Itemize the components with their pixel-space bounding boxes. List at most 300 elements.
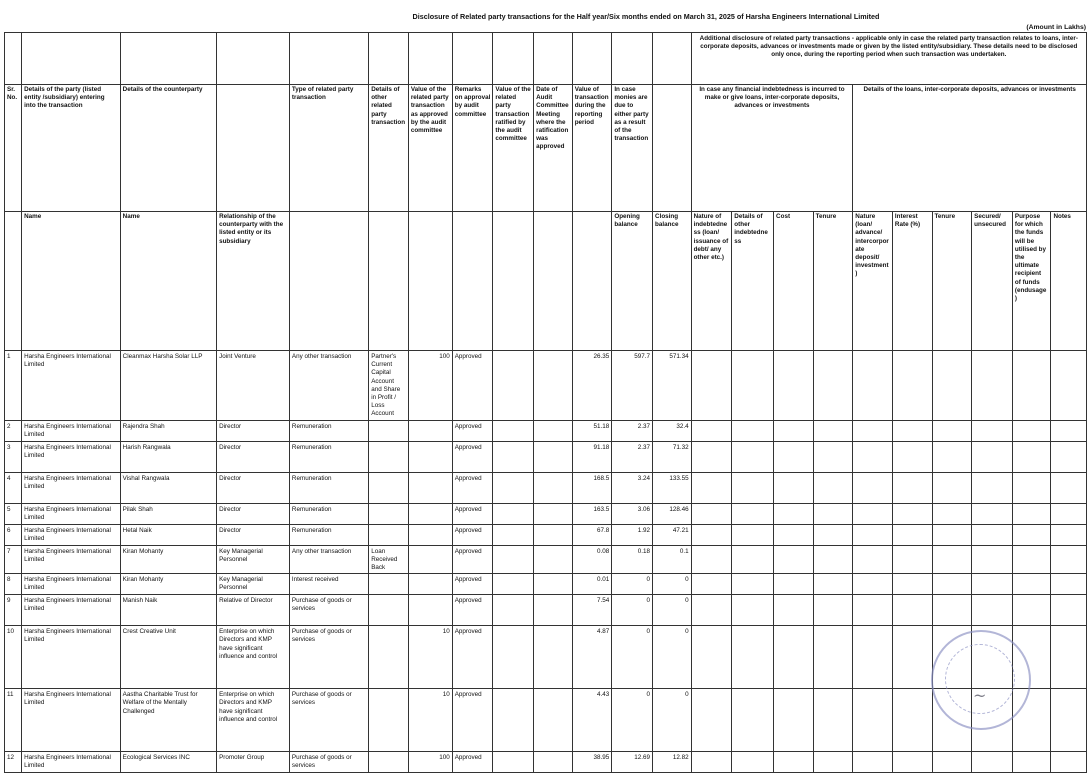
row-counterparty: Rajendra Shah xyxy=(120,420,216,441)
row-details xyxy=(369,420,409,441)
row-value-reporting: 4.43 xyxy=(572,689,612,752)
row-empty-cell xyxy=(774,351,814,421)
row-empty-cell xyxy=(1051,503,1087,524)
row-empty-cell xyxy=(892,574,932,595)
header-closing: Closing balance xyxy=(653,212,692,351)
row-empty-cell xyxy=(732,545,774,574)
row-value-ratified xyxy=(493,420,534,441)
row-sr: 8 xyxy=(5,574,22,595)
header-sr: Sr. No. xyxy=(5,85,22,212)
row-closing: 133.55 xyxy=(653,472,692,503)
row-closing: 128.46 xyxy=(653,503,692,524)
row-date-meeting xyxy=(534,351,573,421)
row-counterparty: Harish Rangwala xyxy=(120,441,216,472)
row-type: Remuneration xyxy=(289,503,368,524)
row-value-reporting: 91.18 xyxy=(572,441,612,472)
header-nature-indebtedness: Nature of indebtedness (loan/ issuance of debt/ any other etc.) xyxy=(691,212,732,351)
row-type: Purchase of goods or services xyxy=(289,626,368,689)
row-value-approved: 10 xyxy=(408,626,452,689)
row-value-ratified xyxy=(493,595,534,626)
row-details xyxy=(369,524,409,545)
row-empty-cell xyxy=(892,545,932,574)
row-date-meeting xyxy=(534,595,573,626)
row-value-ratified xyxy=(493,524,534,545)
row-sr: 11 xyxy=(5,689,22,752)
table-row xyxy=(5,595,1087,626)
row-empty-cell xyxy=(1051,351,1087,421)
row-empty-cell xyxy=(972,503,1013,524)
row-value-reporting: 168.5 xyxy=(572,472,612,503)
row-empty-cell xyxy=(892,524,932,545)
row-value-reporting: 4.87 xyxy=(572,626,612,689)
row-empty-cell xyxy=(813,545,853,574)
row-details: Loan Received Back xyxy=(369,545,409,574)
row-remarks: Approved xyxy=(452,752,493,773)
row-closing: 571.34 xyxy=(653,351,692,421)
row-opening: 2.37 xyxy=(612,441,653,472)
row-empty-cell xyxy=(732,472,774,503)
row-date-meeting xyxy=(534,472,573,503)
row-value-ratified xyxy=(493,441,534,472)
row-party: Harsha Engineers International Limited xyxy=(22,503,121,524)
row-empty-cell xyxy=(813,441,853,472)
row-empty-cell xyxy=(892,689,932,752)
row-type: Remuneration xyxy=(289,420,368,441)
row-remarks: Approved xyxy=(452,503,493,524)
row-sr: 5 xyxy=(5,503,22,524)
row-value-approved xyxy=(408,503,452,524)
header-name-counterparty: Name xyxy=(120,212,216,351)
row-details xyxy=(369,574,409,595)
row-remarks: Approved xyxy=(452,441,493,472)
row-value-reporting: 7.54 xyxy=(572,595,612,626)
row-remarks: Approved xyxy=(452,351,493,421)
row-empty-cell xyxy=(932,524,972,545)
row-empty-cell xyxy=(853,503,893,524)
row-empty-cell xyxy=(972,351,1013,421)
row-party: Harsha Engineers International Limited xyxy=(22,472,121,503)
row-date-meeting xyxy=(534,420,573,441)
row-sr: 9 xyxy=(5,595,22,626)
row-relationship: Promoter Group xyxy=(217,752,290,773)
row-empty-cell xyxy=(892,626,932,689)
row-details xyxy=(369,689,409,752)
row-value-approved: 10 xyxy=(408,689,452,752)
row-opening: 2.37 xyxy=(612,420,653,441)
header-details-other: Details of other indebtedness xyxy=(732,212,774,351)
row-empty-cell xyxy=(972,524,1013,545)
row-empty-cell xyxy=(732,524,774,545)
header-relationship: Relationship of the counterparty with the listed entity or its subsidiary xyxy=(217,212,290,351)
row-closing: 0 xyxy=(653,574,692,595)
row-closing: 12.82 xyxy=(653,752,692,773)
row-empty-cell xyxy=(813,574,853,595)
row-empty-cell xyxy=(932,472,972,503)
row-empty-cell xyxy=(972,574,1013,595)
row-counterparty: Manish Naik xyxy=(120,595,216,626)
row-relationship: Key Managerial Personnel xyxy=(217,574,290,595)
row-remarks: Approved xyxy=(452,626,493,689)
table-row xyxy=(5,420,1087,441)
row-relationship: Director xyxy=(217,524,290,545)
row-empty-cell xyxy=(853,545,893,574)
row-closing: 47.21 xyxy=(653,524,692,545)
row-value-ratified xyxy=(493,545,534,574)
header-date-meeting: Date of Audit Committee Meeting where the ratification was approved xyxy=(534,85,573,212)
row-party: Harsha Engineers International Limited xyxy=(22,441,121,472)
row-empty-cell xyxy=(1051,595,1087,626)
row-details xyxy=(369,595,409,626)
row-empty-cell xyxy=(853,441,893,472)
row-party: Harsha Engineers International Limited xyxy=(22,752,121,773)
row-value-approved xyxy=(408,420,452,441)
row-value-ratified xyxy=(493,351,534,421)
row-empty-cell xyxy=(774,626,814,689)
row-empty-cell xyxy=(853,689,893,752)
row-counterparty: Pilak Shah xyxy=(120,503,216,524)
row-opening: 0 xyxy=(612,689,653,752)
header-counterparty: Details of the counterparty xyxy=(120,85,216,212)
header-tenure-2: Tenure xyxy=(932,212,972,351)
header-interest: Interest Rate (%) xyxy=(892,212,932,351)
row-type: Purchase of goods or services xyxy=(289,689,368,752)
row-party: Harsha Engineers International Limited xyxy=(22,626,121,689)
row-empty-cell xyxy=(813,689,853,752)
row-empty-cell xyxy=(691,524,732,545)
row-remarks: Approved xyxy=(452,420,493,441)
row-empty-cell xyxy=(1051,574,1087,595)
row-empty-cell xyxy=(1012,574,1051,595)
table-body xyxy=(5,351,1087,773)
header-notes: Notes xyxy=(1051,212,1087,351)
row-relationship: Relative of Director xyxy=(217,595,290,626)
row-opening: 597.7 xyxy=(612,351,653,421)
row-value-approved xyxy=(408,545,452,574)
row-empty-cell xyxy=(813,595,853,626)
row-empty-cell xyxy=(691,689,732,752)
row-opening: 3.24 xyxy=(612,472,653,503)
row-empty-cell xyxy=(932,503,972,524)
row-empty-cell xyxy=(1051,689,1087,752)
row-empty-cell xyxy=(1051,626,1087,689)
row-counterparty: Kiran Mohanty xyxy=(120,574,216,595)
company-seal xyxy=(931,630,1031,730)
row-sr: 6 xyxy=(5,524,22,545)
header-value-approved: Value of the related party transaction as approved by the audit committee xyxy=(408,85,452,212)
row-counterparty: Hetal Naik xyxy=(120,524,216,545)
row-value-approved: 100 xyxy=(408,752,452,773)
row-empty-cell xyxy=(691,441,732,472)
row-value-ratified xyxy=(493,503,534,524)
row-empty-cell xyxy=(732,689,774,752)
row-remarks: Approved xyxy=(452,524,493,545)
header-row-main xyxy=(5,85,1087,212)
row-empty-cell xyxy=(732,351,774,421)
header-purpose: Purpose for which the funds will be utilised by the ultimate recipient of funds (endusage) xyxy=(1012,212,1051,351)
row-empty-cell xyxy=(1012,420,1051,441)
row-details xyxy=(369,472,409,503)
row-opening: 0 xyxy=(612,595,653,626)
row-empty-cell xyxy=(774,472,814,503)
row-counterparty: Kiran Mohanty xyxy=(120,545,216,574)
row-value-ratified xyxy=(493,574,534,595)
row-remarks: Approved xyxy=(452,472,493,503)
table-row xyxy=(5,689,1087,752)
row-empty-cell xyxy=(853,574,893,595)
row-empty-cell xyxy=(932,351,972,421)
amount-unit-note: (Amount in Lakhs) xyxy=(1026,24,1086,31)
row-empty-cell xyxy=(1012,545,1051,574)
row-empty-cell xyxy=(853,420,893,441)
row-empty-cell xyxy=(691,420,732,441)
header-name: Name xyxy=(22,212,121,351)
row-counterparty: Aastha Charitable Trust for Welfare of the Mentally Challenged xyxy=(120,689,216,752)
row-party: Harsha Engineers International Limited xyxy=(22,574,121,595)
row-remarks: Approved xyxy=(452,689,493,752)
row-value-ratified xyxy=(493,626,534,689)
row-empty-cell xyxy=(691,472,732,503)
row-empty-cell xyxy=(813,524,853,545)
row-empty-cell xyxy=(774,420,814,441)
row-empty-cell xyxy=(774,689,814,752)
row-counterparty: Crest Creative Unit xyxy=(120,626,216,689)
row-empty-cell xyxy=(1012,351,1051,421)
row-opening: 1.92 xyxy=(612,524,653,545)
row-value-reporting: 67.8 xyxy=(572,524,612,545)
header-type: Type of related party transaction xyxy=(289,85,368,212)
row-type: Interest received xyxy=(289,574,368,595)
row-empty-cell xyxy=(853,472,893,503)
row-empty-cell xyxy=(892,472,932,503)
header-monies-due: In case monies are due to either party as a result of the transaction xyxy=(612,85,653,212)
row-party: Harsha Engineers International Limited xyxy=(22,420,121,441)
row-empty-cell xyxy=(853,626,893,689)
row-sr: 7 xyxy=(5,545,22,574)
row-closing: 0 xyxy=(653,626,692,689)
row-counterparty: Vishal Rangwala xyxy=(120,472,216,503)
row-sr: 3 xyxy=(5,441,22,472)
row-empty-cell xyxy=(1012,472,1051,503)
row-party: Harsha Engineers International Limited xyxy=(22,351,121,421)
row-value-reporting: 26.35 xyxy=(572,351,612,421)
row-opening: 0 xyxy=(612,574,653,595)
row-type: Purchase of goods or services xyxy=(289,752,368,773)
row-empty-cell xyxy=(972,472,1013,503)
table-row xyxy=(5,351,1087,421)
row-remarks: Approved xyxy=(452,574,493,595)
row-empty-cell xyxy=(774,574,814,595)
header-indebtedness: In case any financial indebtedness is incurred to make or give loans, inter-corporate deposits, advances or investments xyxy=(691,85,853,212)
row-empty-cell xyxy=(1012,595,1051,626)
table-row xyxy=(5,472,1087,503)
row-value-reporting: 51.18 xyxy=(572,420,612,441)
row-empty-cell xyxy=(813,472,853,503)
row-party: Harsha Engineers International Limited xyxy=(22,524,121,545)
row-empty-cell xyxy=(972,595,1013,626)
header-value-reporting: Value of transaction during the reporting period xyxy=(572,85,612,212)
header-value-ratified: Value of the related party transaction ratified by the audit committee xyxy=(493,85,534,212)
table-row xyxy=(5,441,1087,472)
row-relationship: Enterprise on which Directors and KMP have significant influence and control xyxy=(217,689,290,752)
row-empty-cell xyxy=(1051,420,1087,441)
row-opening: 3.06 xyxy=(612,503,653,524)
row-empty-cell xyxy=(932,441,972,472)
row-empty-cell xyxy=(691,545,732,574)
row-value-approved xyxy=(408,595,452,626)
header-other-details: Details of other related party transaction xyxy=(369,85,409,212)
header-cost: Cost xyxy=(774,212,814,351)
row-empty-cell xyxy=(972,441,1013,472)
row-date-meeting xyxy=(534,574,573,595)
row-party: Harsha Engineers International Limited xyxy=(22,595,121,626)
row-opening: 0 xyxy=(612,626,653,689)
row-empty-cell xyxy=(1051,524,1087,545)
row-value-ratified xyxy=(493,689,534,752)
row-value-approved: 100 xyxy=(408,351,452,421)
row-empty-cell xyxy=(732,420,774,441)
row-relationship: Director xyxy=(217,441,290,472)
header-nature-loan: Nature (loan/ advance/ intercorporate deposit/ investment) xyxy=(853,212,893,351)
row-empty-cell xyxy=(892,441,932,472)
row-sr: 4 xyxy=(5,472,22,503)
table-row xyxy=(5,545,1087,574)
related-party-table xyxy=(4,32,1087,773)
header-party: Details of the party (listed entity /subsidiary) entering into the transaction xyxy=(22,85,121,212)
row-value-reporting: 163.5 xyxy=(572,503,612,524)
row-empty-cell xyxy=(813,420,853,441)
row-empty-cell xyxy=(732,626,774,689)
row-sr: 2 xyxy=(5,420,22,441)
row-empty-cell xyxy=(853,595,893,626)
row-date-meeting xyxy=(534,545,573,574)
row-type: Any other transaction xyxy=(289,351,368,421)
row-closing: 71.32 xyxy=(653,441,692,472)
row-empty-cell xyxy=(932,545,972,574)
row-details: Partner's Current Capital Account and Share in Profit / Loss Account xyxy=(369,351,409,421)
row-closing: 0 xyxy=(653,595,692,626)
row-closing: 0 xyxy=(653,689,692,752)
row-empty-cell xyxy=(691,503,732,524)
row-remarks: Approved xyxy=(452,545,493,574)
row-value-approved xyxy=(408,472,452,503)
row-value-reporting: 0.08 xyxy=(572,545,612,574)
row-empty-cell xyxy=(774,595,814,626)
page-title: Disclosure of Related party transactions for the Half year/Six months ended on March 31, 2025 of Harsha Engineers International Limited xyxy=(412,12,880,21)
row-details xyxy=(369,503,409,524)
row-empty-cell xyxy=(892,503,932,524)
row-empty-cell xyxy=(1012,524,1051,545)
row-party: Harsha Engineers International Limited xyxy=(22,545,121,574)
row-empty-cell xyxy=(1051,545,1087,574)
row-empty-cell xyxy=(732,574,774,595)
row-empty-cell xyxy=(853,524,893,545)
row-empty-cell xyxy=(774,441,814,472)
row-relationship: Joint Venture xyxy=(217,351,290,421)
row-empty-cell xyxy=(1012,503,1051,524)
row-relationship: Enterprise on which Directors and KMP have significant influence and control xyxy=(217,626,290,689)
row-empty-cell xyxy=(732,503,774,524)
row-value-reporting: 0.01 xyxy=(572,574,612,595)
row-party: Harsha Engineers International Limited xyxy=(22,689,121,752)
row-empty-cell xyxy=(691,351,732,421)
row-empty-cell xyxy=(932,574,972,595)
additional-disclosure-note: Additional disclosure of related party transactions - applicable only in case the related party transaction relates to loans, inter-corporate deposits, advances or investments made or given by the listed entity/subsidiary. These details need to be disclosed only once, during the reporting period when such transaction was undertaken. xyxy=(691,33,1086,85)
row-type: Remuneration xyxy=(289,524,368,545)
row-empty-cell xyxy=(813,351,853,421)
row-empty-cell xyxy=(691,595,732,626)
row-empty-cell xyxy=(732,441,774,472)
row-opening: 0.18 xyxy=(612,545,653,574)
row-date-meeting xyxy=(534,689,573,752)
row-closing: 0.1 xyxy=(653,545,692,574)
row-date-meeting xyxy=(534,524,573,545)
row-empty-cell xyxy=(774,545,814,574)
row-empty-cell xyxy=(1051,441,1087,472)
header-loans-details: Details of the loans, inter-corporate deposits, advances or investments xyxy=(853,85,1087,212)
table-row xyxy=(5,503,1087,524)
header-row-top xyxy=(5,33,1087,85)
row-empty-cell xyxy=(892,420,932,441)
row-value-approved xyxy=(408,524,452,545)
row-empty-cell xyxy=(932,595,972,626)
row-value-ratified xyxy=(493,472,534,503)
row-details xyxy=(369,441,409,472)
row-type: Remuneration xyxy=(289,441,368,472)
row-relationship: Director xyxy=(217,420,290,441)
row-sr: 12 xyxy=(5,752,22,773)
header-secured: Secured/ unsecured xyxy=(972,212,1013,351)
row-date-meeting xyxy=(534,626,573,689)
row-remarks: Approved xyxy=(452,595,493,626)
row-counterparty: Cleanmax Harsha Solar LLP xyxy=(120,351,216,421)
table-row xyxy=(5,626,1087,689)
row-closing: 32.4 xyxy=(653,420,692,441)
table-row xyxy=(5,524,1087,545)
table-row xyxy=(5,574,1087,595)
row-date-meeting xyxy=(534,503,573,524)
row-value-approved xyxy=(408,574,452,595)
row-value-reporting: 38.95 xyxy=(572,752,612,773)
signature: ~ xyxy=(973,686,987,705)
row-sr: 1 xyxy=(5,351,22,421)
row-empty-cell xyxy=(732,595,774,626)
row-type: Remuneration xyxy=(289,472,368,503)
row-type: Purchase of goods or services xyxy=(289,595,368,626)
row-empty-cell xyxy=(972,420,1013,441)
row-empty-cell xyxy=(691,574,732,595)
row-empty-cell xyxy=(972,545,1013,574)
row-date-meeting xyxy=(534,441,573,472)
row-relationship: Key Managerial Personnel xyxy=(217,545,290,574)
row-empty-cell xyxy=(774,524,814,545)
row-details xyxy=(369,626,409,689)
row-opening: 12.69 xyxy=(612,752,653,773)
row-relationship: Director xyxy=(217,503,290,524)
row-empty-cell xyxy=(691,626,732,689)
row-empty-cell xyxy=(1051,472,1087,503)
row-empty-cell xyxy=(1012,441,1051,472)
header-opening: Opening balance xyxy=(612,212,653,351)
row-empty-cell xyxy=(932,420,972,441)
row-sr: 10 xyxy=(5,626,22,689)
header-row-sub xyxy=(5,212,1087,351)
row-empty-cell xyxy=(892,595,932,626)
row-empty-cell xyxy=(892,351,932,421)
row-counterparty: Ecological Services INC xyxy=(120,752,216,773)
row-relationship: Director xyxy=(217,472,290,503)
row-empty-cell xyxy=(813,503,853,524)
header-remarks: Remarks on approval by audit committee xyxy=(452,85,493,212)
